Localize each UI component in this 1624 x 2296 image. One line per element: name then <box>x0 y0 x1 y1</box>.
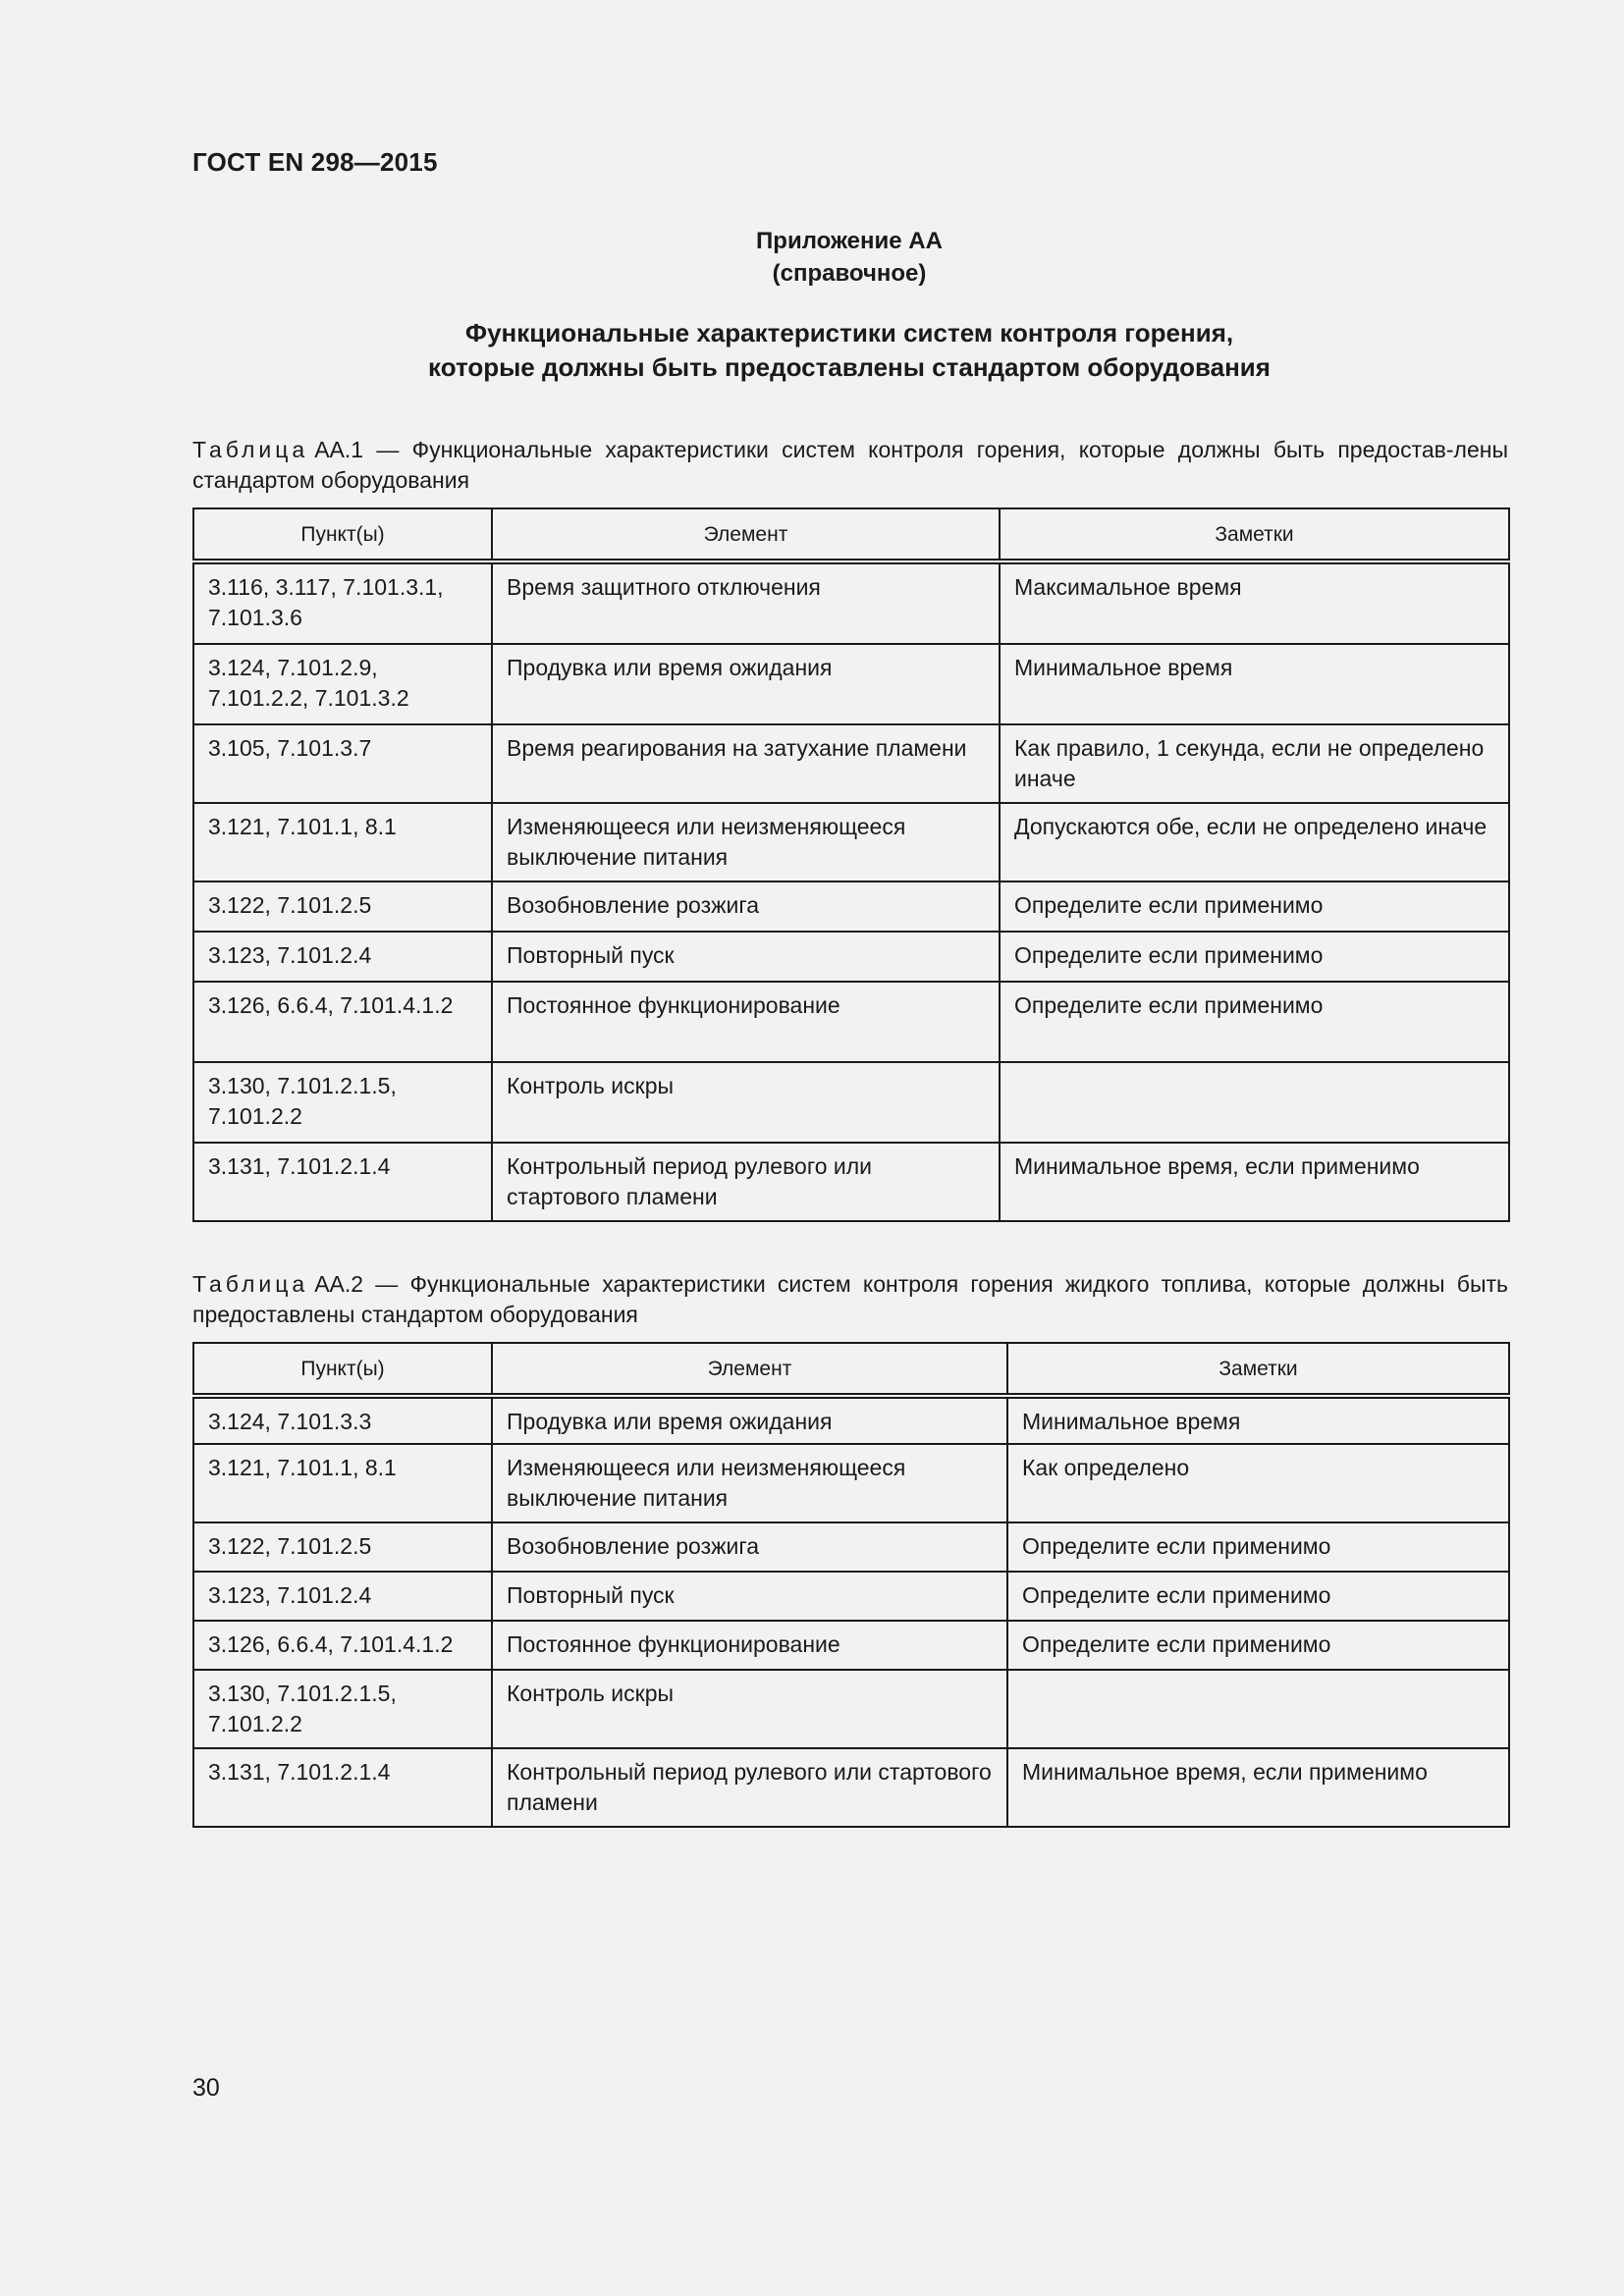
table-cell-notes: Допускаются обе, если не определено иначе <box>1000 803 1509 881</box>
table-cell-notes: Определите если применимо <box>1000 881 1509 932</box>
table-2-header-cell: Элемент <box>492 1343 1007 1396</box>
table-row <box>193 1572 1509 1621</box>
table-1-caption-text: АА.1 — Функциональные характеристики систем контроля горения, которые должны быть предостав-лены стандартом оборудования <box>192 437 1508 493</box>
table-row <box>193 1621 1509 1670</box>
table-cell-clauses: 3.121, 7.101.1, 8.1 <box>193 1444 492 1522</box>
table-cell-element: Время защитного отключения <box>492 561 1000 644</box>
table-2-caption-text: АА.2 — Функциональные характеристики систем контроля горения жидкого топлива, которые должны быть предоставлены стандартом оборудования <box>192 1271 1508 1327</box>
table-cell-element: Изменяющееся или неизменяющееся выключение питания <box>492 803 1000 881</box>
table-cell-clauses: 3.123, 7.101.2.4 <box>193 932 492 982</box>
page-title-line-2: которые должны быть предоставлены стандартом оборудования <box>428 352 1271 382</box>
table-cell-element: Возобновление розжига <box>492 881 1000 932</box>
table-cell-notes: Минимальное время <box>1000 644 1509 724</box>
table-cell-notes <box>1007 1670 1509 1748</box>
table-cell-clauses: 3.126, 6.6.4, 7.101.4.1.2 <box>193 1621 492 1670</box>
table-cell-clauses: 3.122, 7.101.2.5 <box>193 881 492 932</box>
table-cell-element: Постоянное функционирование <box>492 982 1000 1062</box>
table-cell-notes: Минимальное время, если применимо <box>1000 1143 1509 1221</box>
table-cell-notes: Определите если применимо <box>1007 1572 1509 1621</box>
table-row <box>193 1444 1509 1522</box>
table-cell-notes: Определите если применимо <box>1007 1621 1509 1670</box>
table-cell-notes: Определите если применимо <box>1007 1522 1509 1572</box>
page-title-line-1: Функциональные характеристики систем контроля горения, <box>464 318 1234 347</box>
table-row <box>193 803 1509 881</box>
table-cell-clauses: 3.130, 7.101.2.1.5, 7.101.2.2 <box>193 1670 492 1748</box>
table-cell-element: Постоянное функционирование <box>492 1621 1007 1670</box>
table-row <box>193 724 1509 803</box>
page-number: 30 <box>192 2074 220 2102</box>
table-cell-notes: Определите если применимо <box>1000 982 1509 1062</box>
table-cell-notes: Как правило, 1 секунда, если не определено иначе <box>1000 724 1509 803</box>
table-1-header-cell: Заметки <box>1000 508 1509 561</box>
table-cell-notes <box>1000 1062 1509 1143</box>
appendix-heading <box>192 225 1506 290</box>
table-row <box>193 561 1509 644</box>
table-cell-element: Повторный пуск <box>492 932 1000 982</box>
table-1-header-cell: Пункт(ы) <box>193 508 492 561</box>
table-cell-notes: Максимальное время <box>1000 561 1509 644</box>
table-2-header-cell: Заметки <box>1007 1343 1509 1396</box>
table-1 <box>192 507 1510 1222</box>
table-2-caption-word: Таблица <box>192 1271 309 1297</box>
table-cell-element: Контроль искры <box>492 1062 1000 1143</box>
table-2-header-row <box>193 1343 1509 1396</box>
table-cell-element: Продувка или время ожидания <box>492 1396 1007 1444</box>
table-cell-element: Продувка или время ожидания <box>492 644 1000 724</box>
table-row <box>193 932 1509 982</box>
table-cell-element: Повторный пуск <box>492 1572 1007 1621</box>
table-row <box>193 982 1509 1062</box>
table-cell-element: Время реагирования на затухание пламени <box>492 724 1000 803</box>
table-cell-clauses: 3.121, 7.101.1, 8.1 <box>193 803 492 881</box>
table-cell-clauses: 3.124, 7.101.2.9, 7.101.2.2, 7.101.3.2 <box>193 644 492 724</box>
table-cell-clauses: 3.124, 7.101.3.3 <box>193 1396 492 1444</box>
table-cell-clauses: 3.130, 7.101.2.1.5, 7.101.2.2 <box>193 1062 492 1143</box>
table-1-header-cell: Элемент <box>492 508 1000 561</box>
table-row <box>193 1143 1509 1221</box>
table-row <box>193 881 1509 932</box>
table-2-caption <box>192 1269 1508 1330</box>
appendix-type: (справочное) <box>772 260 927 287</box>
page-title <box>192 316 1506 385</box>
table-cell-notes: Минимальное время <box>1007 1396 1509 1444</box>
table-cell-notes: Определите если применимо <box>1000 932 1509 982</box>
document-header-id: ГОСТ EN 298—2015 <box>192 147 438 177</box>
table-cell-element: Возобновление розжига <box>492 1522 1007 1572</box>
table-row <box>193 1522 1509 1572</box>
table-2 <box>192 1342 1510 1828</box>
table-2-header-cell: Пункт(ы) <box>193 1343 492 1396</box>
appendix-label: Приложение АА <box>756 228 943 254</box>
table-cell-clauses: 3.122, 7.101.2.5 <box>193 1522 492 1572</box>
table-row <box>193 1062 1509 1143</box>
table-row <box>193 1748 1509 1827</box>
table-1-header-row <box>193 508 1509 561</box>
table-row <box>193 1396 1509 1444</box>
table-cell-clauses: 3.131, 7.101.2.1.4 <box>193 1748 492 1827</box>
table-cell-notes: Минимальное время, если применимо <box>1007 1748 1509 1827</box>
table-cell-notes: Как определено <box>1007 1444 1509 1522</box>
table-cell-clauses: 3.123, 7.101.2.4 <box>193 1572 492 1621</box>
table-row <box>193 644 1509 724</box>
table-row <box>193 1670 1509 1748</box>
table-cell-element: Изменяющееся или неизменяющееся выключение питания <box>492 1444 1007 1522</box>
table-cell-element: Контроль искры <box>492 1670 1007 1748</box>
table-cell-element: Контрольный период рулевого или стартового пламени <box>492 1748 1007 1827</box>
table-cell-clauses: 3.116, 3.117, 7.101.3.1, 7.101.3.6 <box>193 561 492 644</box>
table-cell-element: Контрольный период рулевого или стартового пламени <box>492 1143 1000 1221</box>
table-cell-clauses: 3.126, 6.6.4, 7.101.4.1.2 <box>193 982 492 1062</box>
table-cell-clauses: 3.131, 7.101.2.1.4 <box>193 1143 492 1221</box>
table-1-caption <box>192 435 1508 496</box>
table-cell-clauses: 3.105, 7.101.3.7 <box>193 724 492 803</box>
table-1-caption-word: Таблица <box>192 437 309 462</box>
